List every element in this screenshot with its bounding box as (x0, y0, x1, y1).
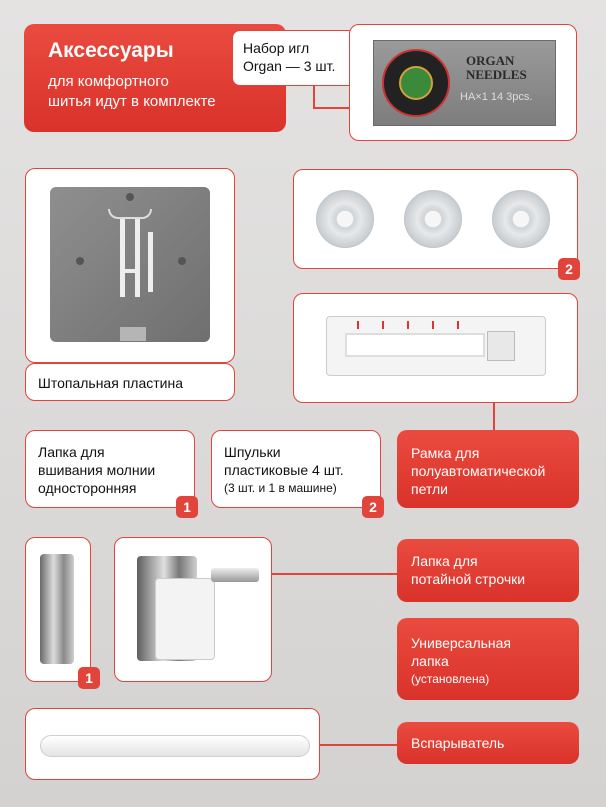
needle-plate-label-box (25, 363, 235, 401)
connector-frame (493, 403, 495, 430)
needles-brand-1: ORGAN (466, 53, 515, 68)
buttonhole-frame-label-2: полуавтоматической (411, 463, 546, 479)
bobbins-badge: 2 (558, 258, 580, 280)
zipper-foot-label-2: вшивания молнии (38, 462, 156, 478)
zipper-foot-card (25, 537, 91, 682)
bobbins-label-1: Шпульки (224, 444, 281, 460)
bobbins-label-box (211, 430, 381, 508)
universal-foot-label-1: Универсальная (411, 635, 512, 651)
blind-foot-label-box (397, 539, 579, 602)
needles-pack (373, 40, 556, 126)
connector-needles-v (313, 86, 315, 108)
header-subtitle-2: шитья идут в комплекте (48, 93, 216, 110)
small-foot-badge: 1 (78, 667, 100, 689)
seam-ripper-card (25, 708, 320, 780)
header-subtitle-1: для комфортного (48, 73, 169, 90)
needles-label-1: Набор игл (243, 40, 310, 56)
needle-plate-card (25, 168, 235, 363)
seam-ripper-image (40, 735, 310, 757)
header-title: Аксессуары (48, 39, 174, 62)
buttonhole-frame-label-box (397, 430, 579, 508)
needles-code: HA×1 14 3pcs. (460, 91, 533, 103)
needles-logo-icon (382, 49, 450, 117)
zipper-foot-label-3: односторонняя (38, 480, 137, 496)
buttonhole-frame-card (293, 293, 578, 403)
needle-plate-label: Штопальная пластина (38, 375, 183, 391)
universal-foot-label-box (397, 618, 579, 700)
universal-foot-note: (установлена) (411, 672, 490, 686)
bobbins-card (293, 169, 578, 269)
universal-foot-label-2: лапка (411, 653, 449, 669)
needles-brand-2: NEEDLES (466, 67, 527, 82)
buttonhole-frame-label-1: Рамка для (411, 445, 480, 461)
needle-plate-image (50, 187, 210, 342)
seam-ripper-label-box (397, 722, 579, 764)
buttonhole-frame-image (326, 316, 546, 376)
bobbin-1-icon (316, 190, 374, 248)
zipper-foot-label-box (25, 430, 195, 508)
buttonhole-frame-label-3: петли (411, 481, 448, 497)
zipper-foot-badge: 1 (176, 496, 198, 518)
blind-foot-label-1: Лапка для (411, 553, 478, 569)
zipper-foot-image (40, 554, 74, 664)
bobbin-3-icon (492, 190, 550, 248)
bobbin-2-icon (404, 190, 462, 248)
bobbins-label-note: (3 шт. и 1 в машине) (224, 481, 337, 495)
bobbins-label-badge: 2 (362, 496, 384, 518)
blind-foot-guide (155, 578, 215, 660)
seam-ripper-label: Вспарыватель (411, 735, 505, 751)
zipper-foot-label-1: Лапка для (38, 444, 105, 460)
needles-pack-card (349, 24, 577, 141)
blind-foot-screw (211, 568, 259, 582)
blind-foot-card (114, 537, 272, 682)
bobbins-label-2: пластиковые 4 шт. (224, 462, 344, 478)
needles-label-box (232, 30, 362, 86)
needles-label-2: Organ — 3 шт. (243, 58, 336, 74)
blind-foot-label-2: потайной строчки (411, 571, 526, 587)
connector-blind-foot (272, 573, 397, 575)
connector-needles-h (313, 107, 349, 109)
connector-ripper (320, 744, 397, 746)
